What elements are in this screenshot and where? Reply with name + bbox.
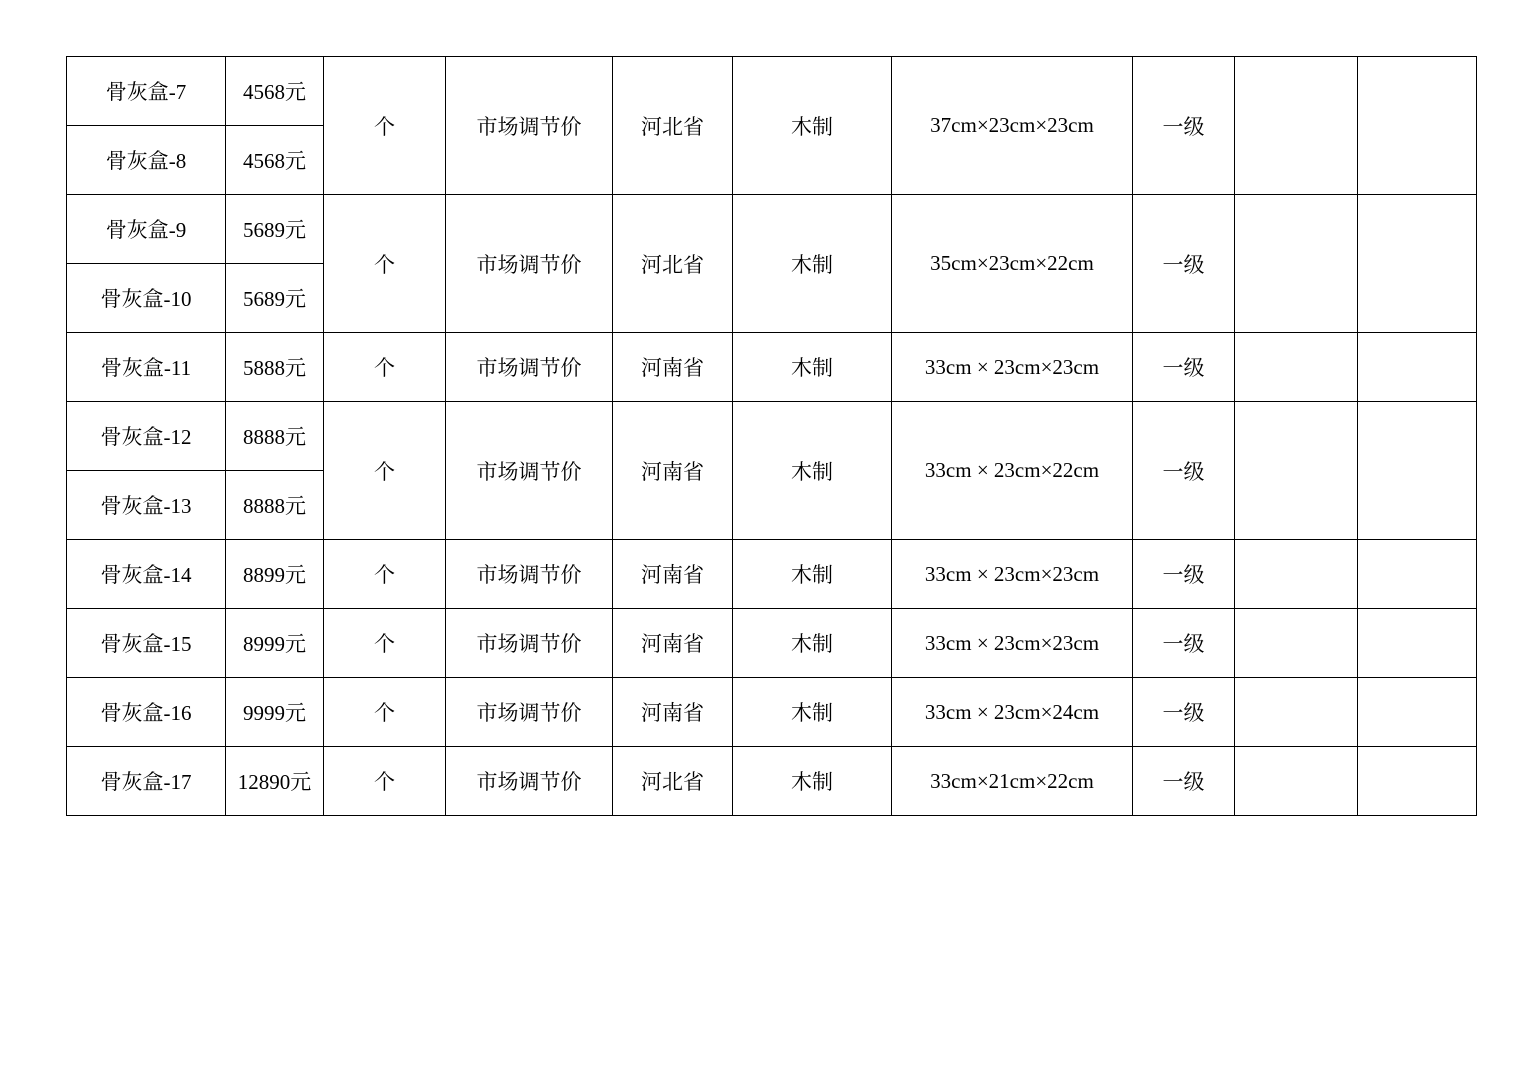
table-row [67,333,1477,402]
size-cell: 33cm × 23cm×23cm [892,609,1133,678]
price-type-cell: 市场调节价 [446,57,613,195]
blank-cell [1235,333,1358,402]
unit-cell: 个 [324,333,446,402]
blank-cell [1235,678,1358,747]
blank-cell [1235,747,1358,816]
unit-cell: 个 [324,747,446,816]
table-row [67,402,1477,471]
grade-cell: 一级 [1133,747,1235,816]
price-cell: 4568元 [226,126,324,195]
unit-cell: 个 [324,540,446,609]
origin-cell: 河南省 [613,609,733,678]
price-cell: 8888元 [226,471,324,540]
unit-cell: 个 [324,609,446,678]
material-cell: 木制 [733,609,892,678]
grade-cell: 一级 [1133,609,1235,678]
unit-cell: 个 [324,195,446,333]
table-row [67,57,1477,126]
unit-cell: 个 [324,402,446,540]
blank-cell [1358,195,1477,333]
price-type-cell: 市场调节价 [446,540,613,609]
blank-cell [1235,57,1358,195]
table-row [67,678,1477,747]
size-cell: 33cm × 23cm×23cm [892,540,1133,609]
product-name-cell: 骨灰盒-7 [67,57,226,126]
blank-cell [1235,402,1358,540]
price-cell: 4568元 [226,57,324,126]
price-cell: 8899元 [226,540,324,609]
blank-cell [1358,678,1477,747]
product-name-cell: 骨灰盒-14 [67,540,226,609]
origin-cell: 河北省 [613,195,733,333]
blank-cell [1358,333,1477,402]
price-type-cell: 市场调节价 [446,402,613,540]
origin-cell: 河南省 [613,678,733,747]
price-type-cell: 市场调节价 [446,333,613,402]
price-cell: 5689元 [226,264,324,333]
material-cell: 木制 [733,195,892,333]
grade-cell: 一级 [1133,57,1235,195]
size-cell: 37cm×23cm×23cm [892,57,1133,195]
blank-cell [1358,57,1477,195]
material-cell: 木制 [733,747,892,816]
product-name-cell: 骨灰盒-15 [67,609,226,678]
material-cell: 木制 [733,57,892,195]
price-cell: 12890元 [226,747,324,816]
origin-cell: 河南省 [613,333,733,402]
grade-cell: 一级 [1133,540,1235,609]
origin-cell: 河北省 [613,747,733,816]
size-cell: 35cm×23cm×22cm [892,195,1133,333]
price-table [66,56,1477,816]
blank-cell [1358,609,1477,678]
price-cell: 5888元 [226,333,324,402]
product-name-cell: 骨灰盒-8 [67,126,226,195]
grade-cell: 一级 [1133,333,1235,402]
product-name-cell: 骨灰盒-13 [67,471,226,540]
unit-cell: 个 [324,57,446,195]
size-cell: 33cm × 23cm×24cm [892,678,1133,747]
material-cell: 木制 [733,402,892,540]
price-cell: 8999元 [226,609,324,678]
price-type-cell: 市场调节价 [446,678,613,747]
product-name-cell: 骨灰盒-9 [67,195,226,264]
blank-cell [1358,540,1477,609]
grade-cell: 一级 [1133,678,1235,747]
origin-cell: 河南省 [613,402,733,540]
price-cell: 9999元 [226,678,324,747]
size-cell: 33cm×21cm×22cm [892,747,1133,816]
product-name-cell: 骨灰盒-12 [67,402,226,471]
table-row [67,195,1477,264]
table-row [67,540,1477,609]
blank-cell [1235,540,1358,609]
table-row [67,609,1477,678]
grade-cell: 一级 [1133,402,1235,540]
material-cell: 木制 [733,540,892,609]
unit-cell: 个 [324,678,446,747]
blank-cell [1358,747,1477,816]
price-type-cell: 市场调节价 [446,747,613,816]
product-name-cell: 骨灰盒-16 [67,678,226,747]
blank-cell [1235,609,1358,678]
origin-cell: 河北省 [613,57,733,195]
grade-cell: 一级 [1133,195,1235,333]
size-cell: 33cm × 23cm×22cm [892,402,1133,540]
product-name-cell: 骨灰盒-11 [67,333,226,402]
price-type-cell: 市场调节价 [446,195,613,333]
blank-cell [1358,402,1477,540]
price-type-cell: 市场调节价 [446,609,613,678]
material-cell: 木制 [733,333,892,402]
product-name-cell: 骨灰盒-17 [67,747,226,816]
price-cell: 8888元 [226,402,324,471]
origin-cell: 河南省 [613,540,733,609]
table-row [67,747,1477,816]
blank-cell [1235,195,1358,333]
price-cell: 5689元 [226,195,324,264]
product-name-cell: 骨灰盒-10 [67,264,226,333]
size-cell: 33cm × 23cm×23cm [892,333,1133,402]
material-cell: 木制 [733,678,892,747]
